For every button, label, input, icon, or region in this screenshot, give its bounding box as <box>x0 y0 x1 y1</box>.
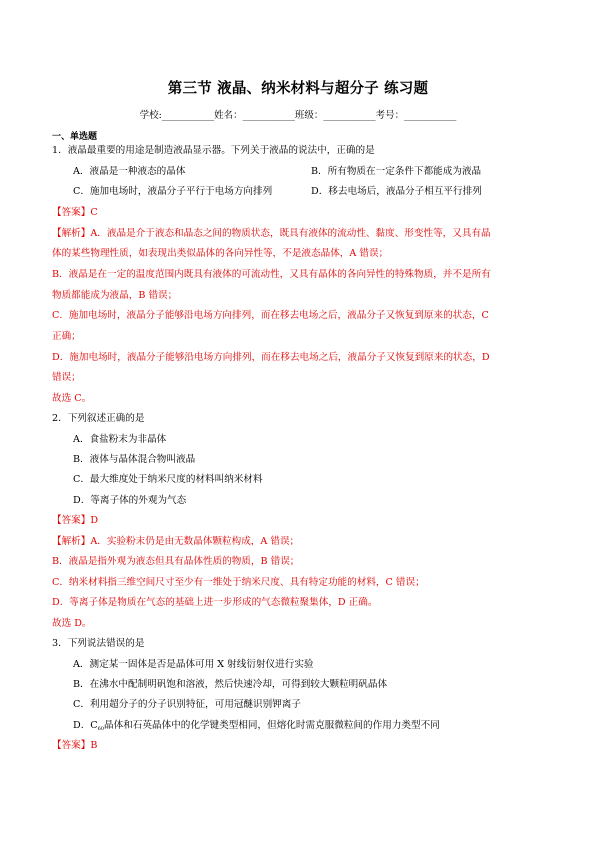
q1-explanation-line: 【解析】A．液晶是介于液态和晶态之间的物质状态，既具有液体的流动性、黏度、形变性等，又具有晶 <box>52 228 491 239</box>
q2-option-c: C．最大维度处于纳米尺度的材料叫纳米材料 <box>73 474 263 485</box>
page-title: 第三节 液晶、纳米材料与超分子 练习题 <box>167 81 429 97</box>
q2-answer: 【答案】D <box>52 515 99 526</box>
q1-explanation-line: B．液晶是在一定的温度范围内既具有液体的可流动性，又具有晶体的各向异性的特殊物质，并不是所有 <box>52 269 491 280</box>
q2-option-b: B．液体与晶体混合物叫液晶 <box>73 454 196 465</box>
q2-stem: 2．下列叙述正确的是 <box>52 413 145 424</box>
section-heading: 一、单选题 <box>52 132 98 142</box>
q1-explanation-line: 正确； <box>52 331 81 342</box>
q3-option-d <box>73 720 440 735</box>
q3-option-d-prefix: D．C <box>73 720 98 731</box>
q1-option-a: A．液晶是一种液态的晶体 <box>73 166 186 177</box>
q2-option-d: D．等离子体的外观为气态 <box>73 495 187 506</box>
q2-option-a: A．食盐粉末为非晶体 <box>73 434 167 445</box>
q3-answer: 【答案】B <box>52 740 98 751</box>
q2-explanation-line: B．液晶是指外观为液态但具有晶体性质的物质，B 错误； <box>52 556 300 567</box>
q1-explanation-line: D．施加电场时，液晶分子能够沿电场方向排列，而在移去电场之后，液晶分子又恢复到原来的状态，D <box>52 352 490 363</box>
q3-option-a: A．测定某一固体是否是晶体可用 X 射线衍射仪进行实验 <box>73 659 314 670</box>
q1-explanation-line: 物质都能成为液晶，B 错误； <box>52 290 178 301</box>
q1-stem: 1．液晶最重要的用途是制造液晶显示器。下列关于液晶的说法中，正确的是 <box>52 145 375 156</box>
student-info-line: 学校:___________姓名：___________班级：___________考号：___________ <box>139 110 457 121</box>
q3-option-c: C．利用超分子的分子识别特征，可用冠醚识别钾离子 <box>73 699 301 710</box>
q1-option-b: B．所有物质在一定条件下都能成为液晶 <box>311 166 482 177</box>
q2-explanation-line: 【解析】A．实验粉末仍是由无数晶体颗粒构成，A 错误； <box>52 536 300 547</box>
q1-explanation-line: 体的某些物理性质，如表现出类似晶体的各向异性等，不是液态晶体，A 错误； <box>52 248 389 259</box>
q1-option-c: C．施加电场时，液晶分子平行于电场方向排列 <box>73 186 273 197</box>
q1-answer: 【答案】C <box>52 207 98 218</box>
q1-explanation-line: 错误； <box>52 372 81 383</box>
q3-option-b: B．在沸水中配制明矾饱和溶液，然后快速冷却，可得到较大颗粒明矾晶体 <box>73 679 388 690</box>
q2-explanation-line: C．纳米材料指三维空间尺寸至少有一维处于纳米尺度、具有特定功能的材料，C 错误； <box>52 577 425 588</box>
q1-conclusion: 故选 C。 <box>52 393 92 404</box>
q3-option-d-text: 晶体和石英晶体中的化学键类型相同，但熔化时需克服微粒间的作用力类型不同 <box>104 720 440 731</box>
q3-option-d-subscript: 60 <box>97 726 105 732</box>
q3-stem: 3．下列说法错误的是 <box>52 638 145 649</box>
q2-conclusion: 故选 D。 <box>52 618 92 629</box>
q2-explanation-line: D．等离子体是物质在气态的基础上进一步形成的气态微粒聚集体，D 正确。 <box>52 597 378 608</box>
q1-explanation-line: C．施加电场时，液晶分子能够沿电场方向排列，而在移去电场之后，液晶分子又恢复到原来的状态，C <box>52 310 489 321</box>
q1-option-d: D．移去电场后，液晶分子相互平行排列 <box>311 186 482 197</box>
